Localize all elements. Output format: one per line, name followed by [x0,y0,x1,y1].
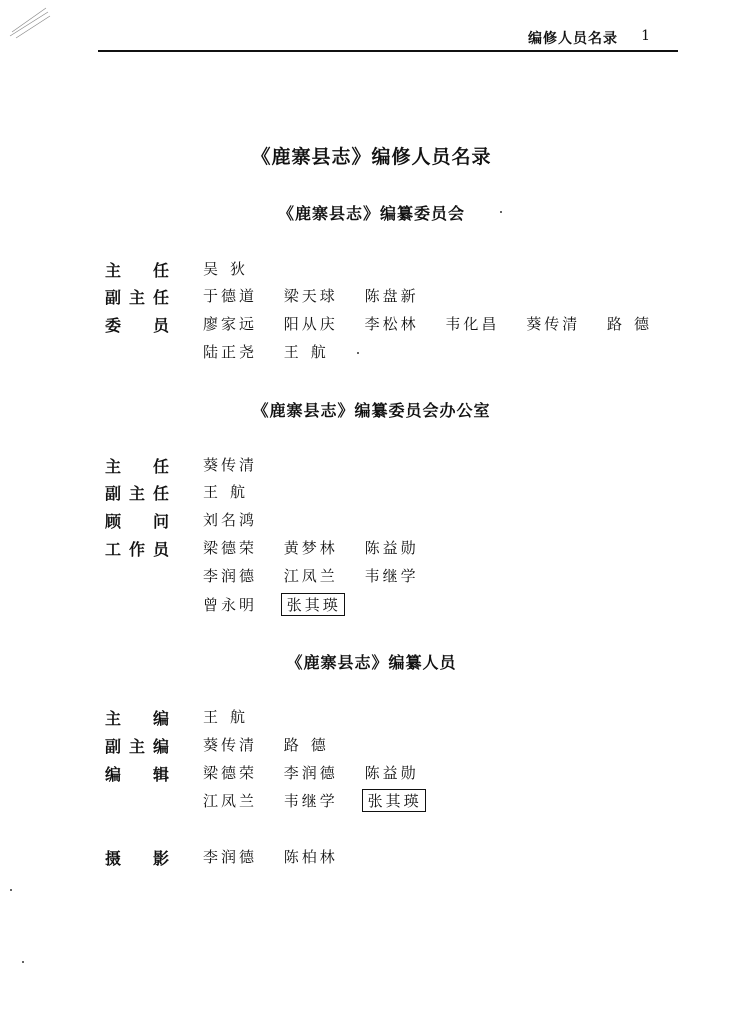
person-name: 陈益勋 [364,539,419,557]
name-list [203,789,448,812]
person-name: 刘名鸿 [203,511,258,529]
person-name: 李润德 [203,567,258,585]
person-name: 梁德荣 [203,764,258,782]
name-list [203,846,360,867]
name-list [203,734,352,755]
scan-speck [500,211,502,213]
person-name: 韦化昌 [445,315,500,333]
person-name: 江凤兰 [283,567,338,585]
person-name: 葵传清 [526,315,581,333]
person-name: 王航 [283,343,338,361]
name-list [203,313,661,334]
role-label: 主任 [105,457,169,476]
section-title-editors: 《鹿寨县志》编纂人员 [286,653,457,672]
person-name: 吴狄 [203,260,258,278]
person-name: 李松林 [364,315,419,333]
person-name: 王航 [203,708,258,726]
name-list [203,565,441,586]
scan-speck [10,889,12,891]
scan-speck [22,961,24,963]
person-name: 陈柏林 [283,848,338,866]
section-title-committee-office: 《鹿寨县志》编纂委员会办公室 [252,401,491,420]
name-list [203,341,352,362]
person-name: 葵传清 [203,736,258,754]
role-label: 主编 [105,709,169,728]
name-list [203,285,441,306]
role-label: 副主编 [105,737,169,756]
person-name: 韦继学 [364,567,419,585]
person-name: 陈益勋 [364,764,419,782]
person-name: 梁天球 [283,287,338,305]
role-label: 编辑 [105,765,169,784]
role-label: 主任 [105,261,169,280]
person-name: 廖家远 [203,315,258,333]
name-list [203,706,271,727]
person-name: 阳从庆 [283,315,338,333]
scan-speck [357,352,359,354]
name-list [203,481,271,502]
person-name: 曾永明 [203,596,258,614]
page-title: 《鹿寨县志》编修人员名录 [251,146,492,168]
name-list [203,537,441,558]
page-number: 1 [641,28,650,44]
person-name: 王航 [203,483,258,501]
library-stamp-icon [4,2,56,42]
person-name: 路德 [606,315,661,333]
person-name: 陆正尧 [203,343,258,361]
person-name: 梁德荣 [203,539,258,557]
person-name-boxed: 张其瑛 [281,593,345,616]
running-header [98,22,678,52]
person-name: 李润德 [283,764,338,782]
person-name: 路德 [283,736,338,754]
section-title-committee: 《鹿寨县志》编纂委员会 [277,204,465,223]
name-list [203,509,279,530]
name-list [203,762,441,783]
role-label: 顾问 [105,512,169,531]
role-label: 副主任 [105,484,169,503]
role-label: 摄影 [105,849,169,868]
person-name: 黄梦林 [283,539,338,557]
header-title: 编修人员名录 [528,31,618,47]
person-name-boxed: 张其瑛 [362,789,426,812]
role-label: 委员 [105,316,169,335]
name-list [203,454,279,475]
role-label: 工作员 [105,540,169,559]
person-name: 韦继学 [283,792,338,810]
person-name: 于德道 [203,287,258,305]
name-list [203,593,367,616]
role-label: 副主任 [105,288,169,307]
person-name: 葵传清 [203,456,258,474]
person-name: 李润德 [203,848,258,866]
person-name: 陈盘新 [364,287,419,305]
name-list [203,258,271,279]
person-name: 江凤兰 [203,792,258,810]
